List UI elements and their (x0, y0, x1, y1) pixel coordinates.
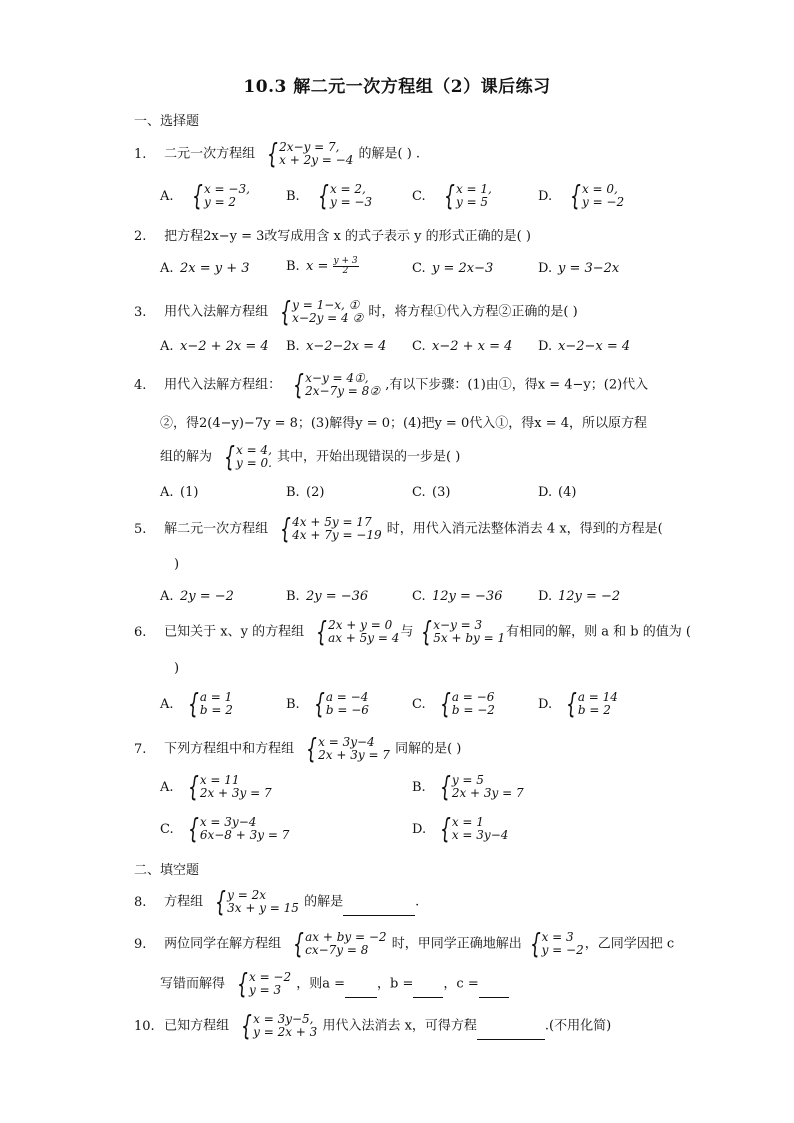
brace-icon: { (421, 615, 433, 648)
option-b[interactable] (286, 485, 324, 500)
option-c[interactable] (412, 687, 496, 720)
option-text: (3) (432, 485, 451, 500)
question-text: 有相同的解，则 a 和 b 的值为 ( (506, 624, 691, 640)
section-heading-choice: 一、选择题 (134, 114, 200, 129)
option-text: 2y = −2 (180, 589, 234, 604)
option-b[interactable] (286, 687, 370, 720)
option-label: B. (412, 779, 426, 795)
option-label: B. (286, 696, 300, 712)
option-d[interactable] (538, 485, 576, 500)
equation-system (286, 368, 381, 401)
brace-icon: { (188, 812, 199, 845)
option-label: C. (412, 589, 426, 604)
option-d[interactable] (538, 339, 630, 354)
equation-system (273, 512, 382, 545)
equation-row: x = 3y−4 (199, 815, 257, 829)
equation-row: a = −6 (451, 690, 495, 704)
question-number: 4. (134, 377, 147, 393)
option-d[interactable] (538, 261, 619, 276)
equation-row: x = 3y−5, (253, 1012, 314, 1026)
brace-icon: { (316, 615, 328, 648)
equation-row: a = −4 (325, 690, 369, 704)
option-text: x−2−2x = 4 (306, 339, 387, 354)
equation-row: a = 14 (577, 690, 618, 704)
option-label: A. (160, 188, 174, 204)
equation-row: 2x−7y = 8② (305, 384, 381, 398)
question-number: 2. (134, 229, 147, 244)
brace-icon: { (237, 967, 248, 1000)
equation-row: x−y = 4①, (305, 371, 369, 385)
option-c[interactable] (160, 812, 290, 845)
equation-row: y = 2x (227, 888, 266, 902)
option-a[interactable] (160, 179, 251, 212)
option-label: D. (538, 339, 553, 354)
equation-row: y = 0. (235, 456, 272, 470)
equation-row: y = 3 (248, 983, 282, 997)
equation-system (208, 885, 299, 918)
option-d[interactable] (538, 179, 625, 212)
option-label: B. (286, 339, 300, 354)
brace-icon: { (306, 732, 318, 765)
option-text: x−2 + 2x = 4 (180, 339, 269, 354)
option-d[interactable] (538, 687, 619, 720)
equation-row: x = 11 (199, 773, 240, 787)
option-b[interactable] (286, 257, 359, 276)
equation-row: 2x−y = 7, (279, 140, 340, 154)
question-text: 其中，开始出现错误的一步是( ) (277, 449, 461, 465)
answer-blank[interactable] (343, 901, 415, 916)
option-text: (4) (558, 485, 577, 500)
question-text: 方程组 (164, 894, 204, 910)
option-c[interactable] (412, 589, 502, 604)
equation-row: x = 3y−4 (451, 828, 509, 842)
equation-row: x = −2 (248, 970, 292, 984)
brace-icon: { (440, 812, 451, 845)
brace-icon: { (215, 885, 227, 918)
question-text: ,有以下步骤：(1)由①，得x = 4−y；(2)代入 (385, 377, 649, 393)
option-b[interactable] (412, 770, 525, 803)
option-text: (1) (180, 485, 199, 500)
brace-icon: { (440, 770, 451, 803)
equation-row: y = 1−x, ① (292, 298, 360, 312)
question-text: 已知方程组 (164, 1018, 230, 1034)
question-text: ，b = (377, 976, 414, 992)
brace-icon: { (188, 770, 199, 803)
option-label: D. (412, 821, 427, 837)
question-7 (134, 732, 462, 765)
question-text: 组的解为 (160, 449, 213, 465)
question-text: 时，将方程①代入方程②正确的是( ) (368, 304, 578, 320)
question-10 (134, 1009, 612, 1042)
question-text: 解二元一次方程组 (164, 521, 269, 537)
brace-icon: { (529, 927, 541, 960)
question-2 (134, 225, 531, 244)
equation-system (523, 927, 584, 960)
question-text: . (415, 894, 420, 910)
option-c[interactable] (412, 485, 450, 500)
option-label: C. (412, 696, 426, 712)
question-text: 用代入法解方程组： (164, 377, 282, 393)
option-label: B. (286, 589, 300, 604)
question-5 (134, 512, 663, 545)
option-text: 2y = −36 (306, 589, 369, 604)
equation-system (217, 440, 272, 473)
question-text: ，则a = (296, 976, 346, 992)
question-text: 二元一次方程组 (164, 146, 256, 162)
question-number: 6. (134, 624, 147, 640)
equation-row: b = 2 (577, 703, 611, 717)
equation-row: b = 2 (199, 703, 233, 717)
option-text: y = 2x−3 (432, 261, 494, 276)
option-b[interactable] (286, 179, 373, 212)
equation-row: 2x + 3y = 7 (199, 786, 272, 800)
equation-row: x = 0, (581, 182, 618, 196)
option-label: C. (160, 821, 174, 837)
option-label: A. (160, 485, 174, 500)
question-6-line-2: ) (174, 661, 180, 676)
answer-blank[interactable] (477, 1025, 545, 1040)
option-b[interactable] (286, 589, 368, 604)
equation-row: y = −3 (329, 195, 373, 209)
equation-system (234, 1009, 318, 1042)
section-heading-fill: 二、填空题 (134, 863, 200, 878)
equation-row: ax + by = −2 (305, 930, 387, 944)
equation-system (309, 615, 400, 648)
brace-icon: { (280, 295, 292, 328)
answer-blank-c[interactable] (479, 983, 509, 998)
option-d[interactable] (538, 589, 620, 604)
question-text: 下列方程组中和方程组 (164, 741, 295, 757)
question-text: 的解是( ) . (358, 146, 421, 162)
option-a[interactable] (160, 485, 198, 500)
fraction: $\frac{y + 3}{2}$ (333, 256, 358, 276)
option-text: y = 3−2x (558, 261, 620, 276)
option-label: D. (538, 696, 553, 712)
question-text: 写错而解得 (160, 976, 226, 992)
option-label: D. (538, 261, 553, 276)
question-text: 时，用代入消元法整体消去 4 x，得到的方程是( (386, 521, 663, 537)
option-label: B. (286, 485, 300, 500)
question-text: 的解是 (304, 894, 344, 910)
equation-row: 2x + 3y = 7 (451, 786, 524, 800)
brace-icon: { (280, 512, 292, 545)
equation-row: 2x + y = 0 (328, 618, 393, 632)
equation-row: y = 5 (455, 195, 489, 209)
option-label: D. (538, 485, 553, 500)
answer-blank-b[interactable] (413, 983, 443, 998)
brace-icon: { (224, 440, 235, 473)
equation-system (286, 927, 387, 960)
option-c[interactable] (412, 179, 493, 212)
option-c[interactable] (412, 261, 493, 276)
equation-row: x−2y = 4 ② (292, 311, 364, 325)
question-text: 同解的是( ) (395, 741, 462, 757)
equation-row: 2x + 3y = 7 (318, 748, 390, 762)
question-9 (134, 927, 675, 960)
equation-system (273, 295, 364, 328)
brace-icon: { (318, 179, 329, 212)
question-number: 8. (134, 894, 147, 910)
option-label: A. (160, 589, 174, 604)
equation-row: x = −3, (203, 182, 250, 196)
option-label: A. (160, 696, 174, 712)
equation-system (414, 615, 506, 648)
question-text: ，乙同学因把 c (584, 936, 675, 952)
equation-system (299, 732, 390, 765)
equation-row: 4x + 5y = 17 (292, 515, 372, 529)
brace-icon: { (570, 179, 581, 212)
question-1 (134, 137, 421, 170)
answer-blank-a[interactable] (345, 983, 377, 998)
option-text: x = (306, 259, 329, 274)
option-label: A. (160, 779, 174, 795)
brace-icon: { (444, 179, 455, 212)
question-text: ，c = (443, 976, 479, 992)
option-text: 12y = −36 (432, 589, 503, 604)
question-4-line-2: ②，得2(4−y)−7y = 8；(3)解得y = 0；(4)把y = 0代入①，得x = 4，所以原方程 (160, 416, 647, 431)
equation-row: x−y = 3 (433, 618, 483, 632)
equation-row: y = 5 (451, 773, 484, 787)
question-text: 用代入法消去 x，可得方程 (322, 1018, 477, 1034)
option-label: C. (412, 339, 426, 354)
equation-row: x = 3y−4 (318, 735, 375, 749)
option-text: 2x = y + 3 (180, 261, 250, 276)
option-a[interactable] (160, 339, 269, 354)
question-number: 7. (134, 741, 147, 757)
option-label: C. (412, 261, 426, 276)
brace-icon: { (440, 687, 451, 720)
equation-row: b = −6 (325, 703, 369, 717)
option-a[interactable] (160, 687, 234, 720)
question-3 (134, 295, 578, 328)
equation-row: 3x + y = 15 (227, 901, 299, 915)
brace-icon: { (293, 927, 305, 960)
question-9-line-2 (160, 967, 509, 1000)
question-4 (134, 368, 649, 401)
option-d[interactable] (412, 812, 509, 845)
equation-row: x = 2, (329, 182, 366, 196)
equation-row: y = −2 (541, 943, 584, 957)
question-6 (134, 615, 691, 648)
question-8 (134, 885, 420, 918)
question-text: 两位同学在解方程组 (164, 936, 282, 952)
equation-row: x = 4, (235, 443, 272, 457)
equation-system (230, 967, 292, 1000)
question-number: 1. (134, 146, 147, 162)
question-text: 与 (400, 624, 414, 640)
question-number: 10. (134, 1018, 155, 1034)
question-text: .(不用化简) (544, 1018, 612, 1034)
option-label: A. (160, 261, 174, 276)
equation-row: ax + 5y = 4 (328, 631, 400, 645)
question-text: 时，甲同学正确地解出 (391, 936, 522, 952)
equation-row: y = 2x + 3 (253, 1025, 318, 1039)
brace-icon: { (293, 368, 305, 401)
brace-icon: { (192, 179, 203, 212)
question-text: 用代入法解方程组 (164, 304, 269, 320)
question-4-line-3 (160, 440, 461, 473)
equation-row: y = −2 (581, 195, 625, 209)
option-label: C. (412, 485, 426, 500)
option-label: C. (412, 188, 426, 204)
option-label: D. (538, 589, 553, 604)
option-label: B. (286, 188, 300, 204)
brace-icon: { (188, 687, 199, 720)
option-b[interactable] (286, 339, 386, 354)
brace-icon: { (267, 137, 279, 170)
option-label: A. (160, 339, 174, 354)
brace-icon: { (314, 687, 325, 720)
question-text: 把方程2x−y = 3改写成用含 x 的式子表示 y 的形式正确的是( ) (164, 229, 531, 244)
option-label: B. (286, 259, 300, 274)
option-a[interactable] (160, 589, 234, 604)
question-5-line-2: ) (174, 557, 180, 572)
equation-row: x + 2y = −4 (279, 153, 354, 167)
equation-row: cx−7y = 8 (305, 943, 369, 957)
option-a[interactable] (160, 261, 250, 276)
question-number: 5. (134, 521, 147, 537)
brace-icon: { (241, 1009, 253, 1042)
equation-row: 6x−8 + 3y = 7 (199, 828, 290, 842)
equation-row: x = 1 (451, 815, 484, 829)
equation-row: 5x + by = 1 (433, 631, 506, 645)
option-text: 12y = −2 (558, 589, 621, 604)
equation-row: 4x + 7y = −19 (292, 528, 382, 542)
equation-row: b = −2 (451, 703, 495, 717)
equation-system (260, 137, 354, 170)
option-text: x−2 + x = 4 (432, 339, 513, 354)
option-text: (2) (306, 485, 325, 500)
worksheet-title: 10.3 解二元一次方程组（2）课后练习 (243, 77, 551, 97)
option-a[interactable] (160, 770, 273, 803)
question-number: 3. (134, 304, 147, 320)
option-c[interactable] (412, 339, 512, 354)
equation-row: y = 2 (203, 195, 237, 209)
equation-row: x = 1, (455, 182, 492, 196)
brace-icon: { (566, 687, 577, 720)
equation-row: a = 1 (199, 690, 233, 704)
option-label: D. (538, 188, 553, 204)
equation-row: x = 3 (541, 930, 574, 944)
question-number: 9. (134, 936, 147, 952)
option-text: x−2−x = 4 (558, 339, 631, 354)
question-text: 已知关于 x、y 的方程组 (164, 624, 305, 640)
